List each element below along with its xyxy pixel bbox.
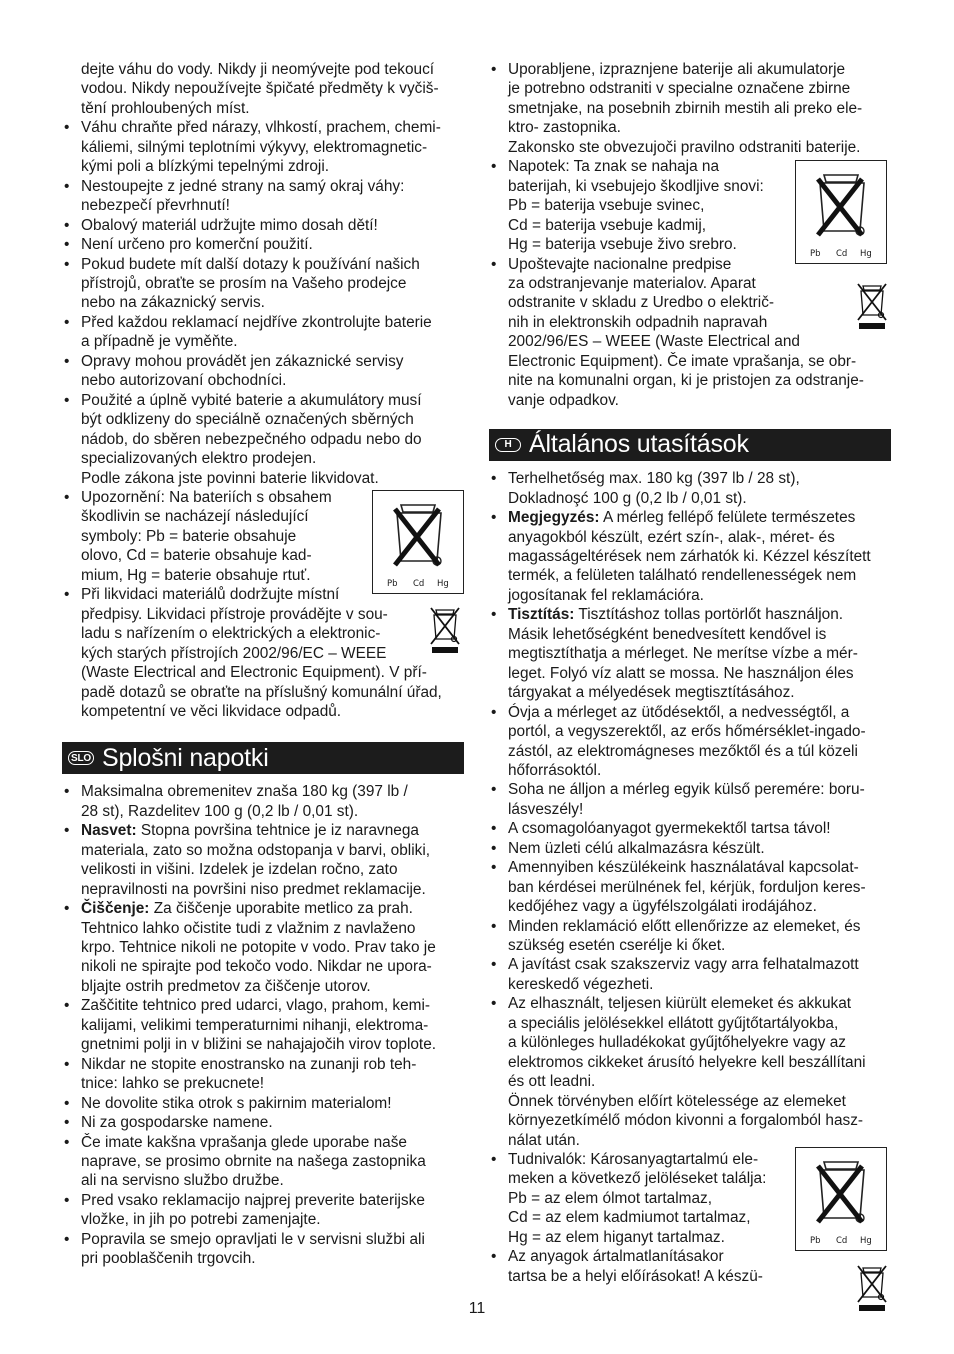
text-line: • Před každou reklamací nejdříve zkontrolujte baterie xyxy=(81,313,432,331)
text-line: • A javítást csak szakszerviz vagy arra felhatalmazott xyxy=(508,956,859,974)
text-line: mium, Hg = baterie obsahuje rtuť. xyxy=(81,566,311,584)
text-line: předpisy. Likvidaci přístroje provádějte v sou- xyxy=(81,605,388,623)
hg-label: Hg xyxy=(437,579,449,589)
text-line: Pb = az elem ólmot tartalmaz, xyxy=(508,1189,713,1207)
text-line: • Není určeno pro komerční použití. xyxy=(81,236,313,254)
text-line: kých starých přístrojích 2002/96/EC – WEEE xyxy=(81,644,387,662)
list-item xyxy=(62,60,464,118)
text-line: • Zaščitite tehtnico pred udarci, vlago, prahom, kemi- xyxy=(81,997,431,1015)
list-item xyxy=(62,118,464,176)
text-line: nádob, do sběren nebezpečného odpadu nebo do xyxy=(81,430,422,448)
hg-label: Hg xyxy=(860,1236,872,1246)
text-line: ktro- zastopnika. xyxy=(508,119,621,137)
text-line: • Pred vsako reklamacijo najprej preverite baterijske xyxy=(81,1191,425,1209)
text-line: symboly: Pb = baterie obsahuje xyxy=(81,527,297,545)
text-line: • Az anyagok ártalmatlanításakor xyxy=(508,1248,724,1266)
text-line: nebo na zákaznický servis. xyxy=(81,294,265,312)
text-line: zástól, az elektromágneses mezőktől és a túl közeli xyxy=(508,742,858,760)
text-line: Hg = az elem higanyt tartalmaz. xyxy=(508,1228,725,1246)
hg-label: Hg xyxy=(860,249,872,259)
list-item xyxy=(62,585,464,721)
text-line: gnetnimi polji in v bližini se nahajajočih virov toplote. xyxy=(81,1036,437,1054)
text-line: • Óvja a mérleget az ütődésektől, a nedvességtől, a xyxy=(508,703,850,721)
text-line: • Napotek: Ta znak se nahaja na xyxy=(508,158,720,176)
list-item xyxy=(489,703,891,781)
text-line: • Minden reklamáció előtt ellenőrizze az elemeket, és xyxy=(508,917,861,935)
list-item xyxy=(62,216,464,235)
text-line: za odstranjevanje materialov. Aparat xyxy=(508,274,756,292)
text-line: ali na servisno službo družbe. xyxy=(81,1172,284,1190)
text-line: Önnek törvényben előírt kötelessége az elemeket xyxy=(508,1092,846,1110)
text-line: káliemi, silnými teplotními výkyvy, elektromagnetic- xyxy=(81,138,428,156)
text-line: Cd = baterija vsebuje kadmij, xyxy=(508,216,707,234)
text-line: • Obalový materiál udržujte mimo dosah dětí! xyxy=(81,216,378,234)
text-line: krpo. Tehtnice nikoli ne potopite v vodo. Prav tako je xyxy=(81,939,436,957)
battery-bin-icon xyxy=(795,160,887,264)
weee-bin-icon xyxy=(852,280,892,330)
text-line: 2002/96/ES – WEEE (Waste Electrical and xyxy=(508,333,800,351)
text-line: ban kérdései merülnének fel, kérjük, forduljon keres- xyxy=(508,878,866,896)
list-item xyxy=(489,839,891,858)
list-item xyxy=(489,255,891,411)
text-line: • Ni za gospodarske namene. xyxy=(81,1114,273,1132)
list-item xyxy=(62,1094,464,1113)
text-line: Hg = baterija vsebuje živo srebro. xyxy=(508,236,737,254)
list-item xyxy=(62,235,464,254)
text-line: nálat után. xyxy=(508,1131,580,1149)
text-line: přístrojů, obraťte se prosím na Vašeho prodejce xyxy=(81,274,407,292)
list-item xyxy=(62,899,464,996)
text-line: je potrebno odstraniti v specialne označene zbirne xyxy=(508,80,851,98)
text-line: • Če imate kakšna vprašanja glede uporabe naše xyxy=(81,1133,407,1151)
pb-label: Pb xyxy=(387,579,398,589)
list-item xyxy=(62,313,464,352)
text-line: pri pooblaščenih trgovcih. xyxy=(81,1250,256,1268)
text-line: dejte váhu do vody. Nikdy ji neomývejte pod tekoucí xyxy=(81,61,435,78)
text-line: nepravilnosti na površini niso predmet reklamacije. xyxy=(81,880,426,898)
pb-label: Pb xyxy=(810,249,821,259)
left-column xyxy=(62,60,464,1269)
text-line: kompetentní ve věci likvidace odpadů. xyxy=(81,702,342,720)
text-line: magasságeltérések nem zárhatók ki. Kézzel készített xyxy=(508,547,871,565)
text-line: naprave, se prosimo obrnite na našega zastopnika xyxy=(81,1153,426,1171)
text-line: leget. Folyó víz alatt se mossa. Ne használjon éles xyxy=(508,664,854,682)
text-line: být odklizeny do speciálně označených sběrných xyxy=(81,411,414,429)
text-line: kalijami, velikimi temperaturnimi nihanji, elektroma- xyxy=(81,1016,429,1034)
text-line: škodlivin se nacházejí následující xyxy=(81,508,309,526)
slo-section-title: Splošni napotki xyxy=(102,743,269,772)
list-item xyxy=(489,819,891,838)
text-line: termék, a felületen található rendellenességek nem xyxy=(508,567,857,585)
bold-label: Megjegyzés: xyxy=(508,509,600,527)
text-line: környezetkímélő módon kivonni a forgalomból hasz- xyxy=(508,1112,864,1130)
text-line: és ott leadni. xyxy=(508,1073,596,1091)
text-line: • Při likvidaci materiálů dodržujte místní xyxy=(81,586,340,604)
list-item xyxy=(489,780,891,819)
text-line: nite na komunalni organ, ki je pristojen za odstranje- xyxy=(508,372,864,390)
text-line: kereskedő végezheti. xyxy=(508,975,654,993)
text-line: a különleges hulladékokat gyűjtőhelyekre vagy az xyxy=(508,1034,846,1052)
text-line: Másik lehetőségként benedvesített kendővel is xyxy=(508,625,827,643)
text-line: • Nem üzleti célú alkalmazásra készült. xyxy=(508,839,765,857)
text-line: hőforrásoktól. xyxy=(508,761,602,779)
text-line: a případně je vyměňte. xyxy=(81,333,238,351)
text-line: bljajte ostrih predmetov za čiščenje utorov. xyxy=(81,977,371,995)
list-item xyxy=(62,1230,464,1269)
text-line: nebo autorizovaní obchodníci. xyxy=(81,372,287,390)
text-line: • Terhelhetőség max. 180 kg (397 lb / 28 st), xyxy=(508,470,800,488)
text-line: portól, a vegyszerektől, az erős hőmérséklet-ingado- xyxy=(508,723,866,741)
list-item xyxy=(62,352,464,391)
list-item xyxy=(62,255,464,313)
list-item xyxy=(489,469,891,508)
list-item xyxy=(489,994,891,1150)
bold-label: Tisztítás: xyxy=(508,606,575,624)
pb-label: Pb xyxy=(810,1236,821,1246)
h-section-title: Általános utasítások xyxy=(529,430,749,459)
text-line: tnice: lahko se prekucnete! xyxy=(81,1075,265,1093)
list-item xyxy=(62,821,464,899)
text-line: • Megjegyzés: A mérleg fellépő felülete természetes xyxy=(508,509,856,527)
text-line: meken a következő jelöléseket találja: xyxy=(508,1170,767,1188)
weee-bin-icon xyxy=(425,604,465,654)
text-line: • Použité a úplně vybité baterie a akumulátory musí xyxy=(81,391,422,409)
cd-label: Cd xyxy=(413,579,425,589)
text-line: anyagokból készült, ezért szín-, alak-, méret- és xyxy=(508,528,835,546)
text-line: smetnjake, na posebnih zbirnih mestih ali preko ele- xyxy=(508,99,863,117)
text-line: • Ne dovolite stika otrok s pakirnim materialom! xyxy=(81,1094,392,1112)
text-line: vložke, in jih po potrebi zamenjajte. xyxy=(81,1211,321,1229)
text-line: tárgyakat a mélyedések megtisztításához. xyxy=(508,684,795,702)
text-line: • A csomagolóanyagot gyermekektől tartsa távol! xyxy=(508,820,831,838)
text-line: • Čiščenje: Za čiščenje uporabite metlico za prah. xyxy=(81,900,413,918)
list-item xyxy=(489,955,891,994)
list-item xyxy=(62,782,464,821)
cz-instructions-list xyxy=(62,60,464,721)
list-item xyxy=(489,508,891,605)
text-line: Zakonsko ste obvezujoči pravilno odstraniti baterije. xyxy=(508,138,861,156)
slo-language-badge: SLO xyxy=(68,751,94,765)
text-line: megtisztíthatja a mérleget. Ne merítse vízbe a mér- xyxy=(508,645,858,663)
text-line: (Waste Electrical and Electronic Equipment). V pří- xyxy=(81,664,427,682)
text-line: padě dotazů se obraťte na příslušný komunální úřad, xyxy=(81,683,442,701)
battery-bin-icon xyxy=(372,490,464,594)
text-line: • Amennyiben készülékeink használatával kapcsolat- xyxy=(508,859,859,877)
text-line: olovo, Cd = baterie obsahuje kad- xyxy=(81,547,312,565)
text-line: Electronic Equipment). Če imate vprašanja, se obr- xyxy=(508,352,857,370)
text-line: • Soha ne álljon a mérleg egyik külső peremére: boru- xyxy=(508,781,865,799)
text-line: elektromos cikkeket árusító helyekre kell beszállítani xyxy=(508,1053,866,1071)
text-line: • Pokud budete mít další dotazy k používání našich xyxy=(81,255,420,273)
list-item xyxy=(62,1113,464,1132)
text-line: kedőjéhez vagy a ügyfélszolgálati irodájához. xyxy=(508,898,817,916)
text-line: vodou. Nikdy nepoužívejte špičaté předměty k vyčiš- xyxy=(81,80,439,98)
text-line: nikoli ne spirajte pod tekočo vodo. Nikdar ne upora- xyxy=(81,958,432,976)
text-line: szükség esetén cserélje ki őket. xyxy=(508,937,726,955)
text-line: odstranite v skladu z Uredbo o električ- xyxy=(508,294,775,312)
list-item xyxy=(489,858,891,916)
list-item xyxy=(489,1247,891,1286)
cd-label: Cd xyxy=(836,249,848,259)
text-line: kými poli a blízkými tepelnými zdroji. xyxy=(81,158,330,176)
list-item xyxy=(62,1133,464,1191)
battery-bin-icon xyxy=(795,1147,887,1251)
text-line: • Opravy mohou provádět jen zákaznické servisy xyxy=(81,352,404,370)
text-line: • Tudnivalók: Károsanyagtartalmú ele- xyxy=(508,1151,759,1169)
bold-label: Čiščenje: xyxy=(81,900,150,918)
text-line: • Nasvet: Stopna površina tehtnice je iz naravnega xyxy=(81,822,419,840)
text-line: Tehtnico lahko očistite tudi z vlažnim z navlaženo xyxy=(81,919,416,937)
text-line: • Upozornění: Na bateriích s obsahem xyxy=(81,488,332,506)
text-line: nebezpečí převrhnutí! xyxy=(81,197,230,215)
text-line: lásveszély! xyxy=(508,800,584,818)
text-line: specializovaných elektro prodejen. xyxy=(81,450,317,468)
text-line: tartsa be a helyi előírásokat! A készü- xyxy=(508,1267,763,1285)
page-number: 11 xyxy=(468,1300,486,1317)
text-line: • Popravila se smejo opravljati le v servisni službi ali xyxy=(81,1230,425,1248)
text-line: nih in elektronskih odpadnih napravah xyxy=(508,313,768,331)
list-item xyxy=(62,1055,464,1094)
bold-label: Nasvet: xyxy=(81,822,137,840)
list-item xyxy=(62,177,464,216)
text-line: • Váhu chraňte před nárazy, vlhkostí, prachem, chemi- xyxy=(81,119,441,137)
list-item xyxy=(489,917,891,956)
slo-instructions-list xyxy=(62,782,464,1268)
text-line: Cd = az elem kadmiumot tartalmaz, xyxy=(508,1209,751,1227)
text-line: 28 st), Razdelitev 100 g (0,2 lb / 0,01 st). xyxy=(81,802,359,820)
text-line: • Uporabljene, izpraznjene baterije ali akumulatorje xyxy=(508,61,846,78)
text-line: • Nikdar ne stopite enostransko na zunanji rob teh- xyxy=(81,1055,417,1073)
text-line: Podle zákona jste povinni baterie likvidovat. xyxy=(81,469,379,487)
h-section-heading xyxy=(489,429,891,461)
text-line: Dokladnoşć 100 g (0,2 lb / 0,01 st). xyxy=(508,489,747,507)
list-item xyxy=(489,605,891,702)
text-line: vanje odpadkov. xyxy=(508,391,619,409)
text-line: • Az elhasznált, teljesen kiürült elemeket és akkukat xyxy=(508,995,852,1013)
text-line: jogosítanak fel reklamációra. xyxy=(508,586,704,604)
text-line: • Tisztítás: Tisztításhoz tollas portörlőt használjon. xyxy=(508,606,844,624)
text-line: • Upoštevajte nacionalne predpise xyxy=(508,255,732,273)
text-line: baterijah, ki vsebujejo škodljive snovi: xyxy=(508,177,764,195)
text-line: Pb = baterija vsebuje svinec, xyxy=(508,197,705,215)
text-line: tění prohloubených míst. xyxy=(81,99,250,117)
text-line: ladu s nařízením o elektrických a elektronic- xyxy=(81,625,381,643)
text-line: materiala, zato so možna odstopanja v barvi, obliki, xyxy=(81,841,431,859)
slo-section-heading xyxy=(62,742,464,774)
list-item xyxy=(62,1191,464,1230)
cd-label: Cd xyxy=(836,1236,848,1246)
list-item xyxy=(62,391,464,488)
text-line: • Maksimalna obremenitev znaša 180 kg (397 lb / xyxy=(81,783,408,801)
text-line: velikosti in višini. Izdelek je izdelan ročno, zato xyxy=(81,861,398,879)
text-line: • Nestoupejte z jedné strany na samý okraj váhy: xyxy=(81,177,405,195)
text-line: a speciális jelölésekkel ellátott gyűjtőtartályokba, xyxy=(508,1014,839,1032)
list-item xyxy=(489,60,891,157)
list-item xyxy=(62,996,464,1054)
h-language-badge: H xyxy=(495,438,521,452)
